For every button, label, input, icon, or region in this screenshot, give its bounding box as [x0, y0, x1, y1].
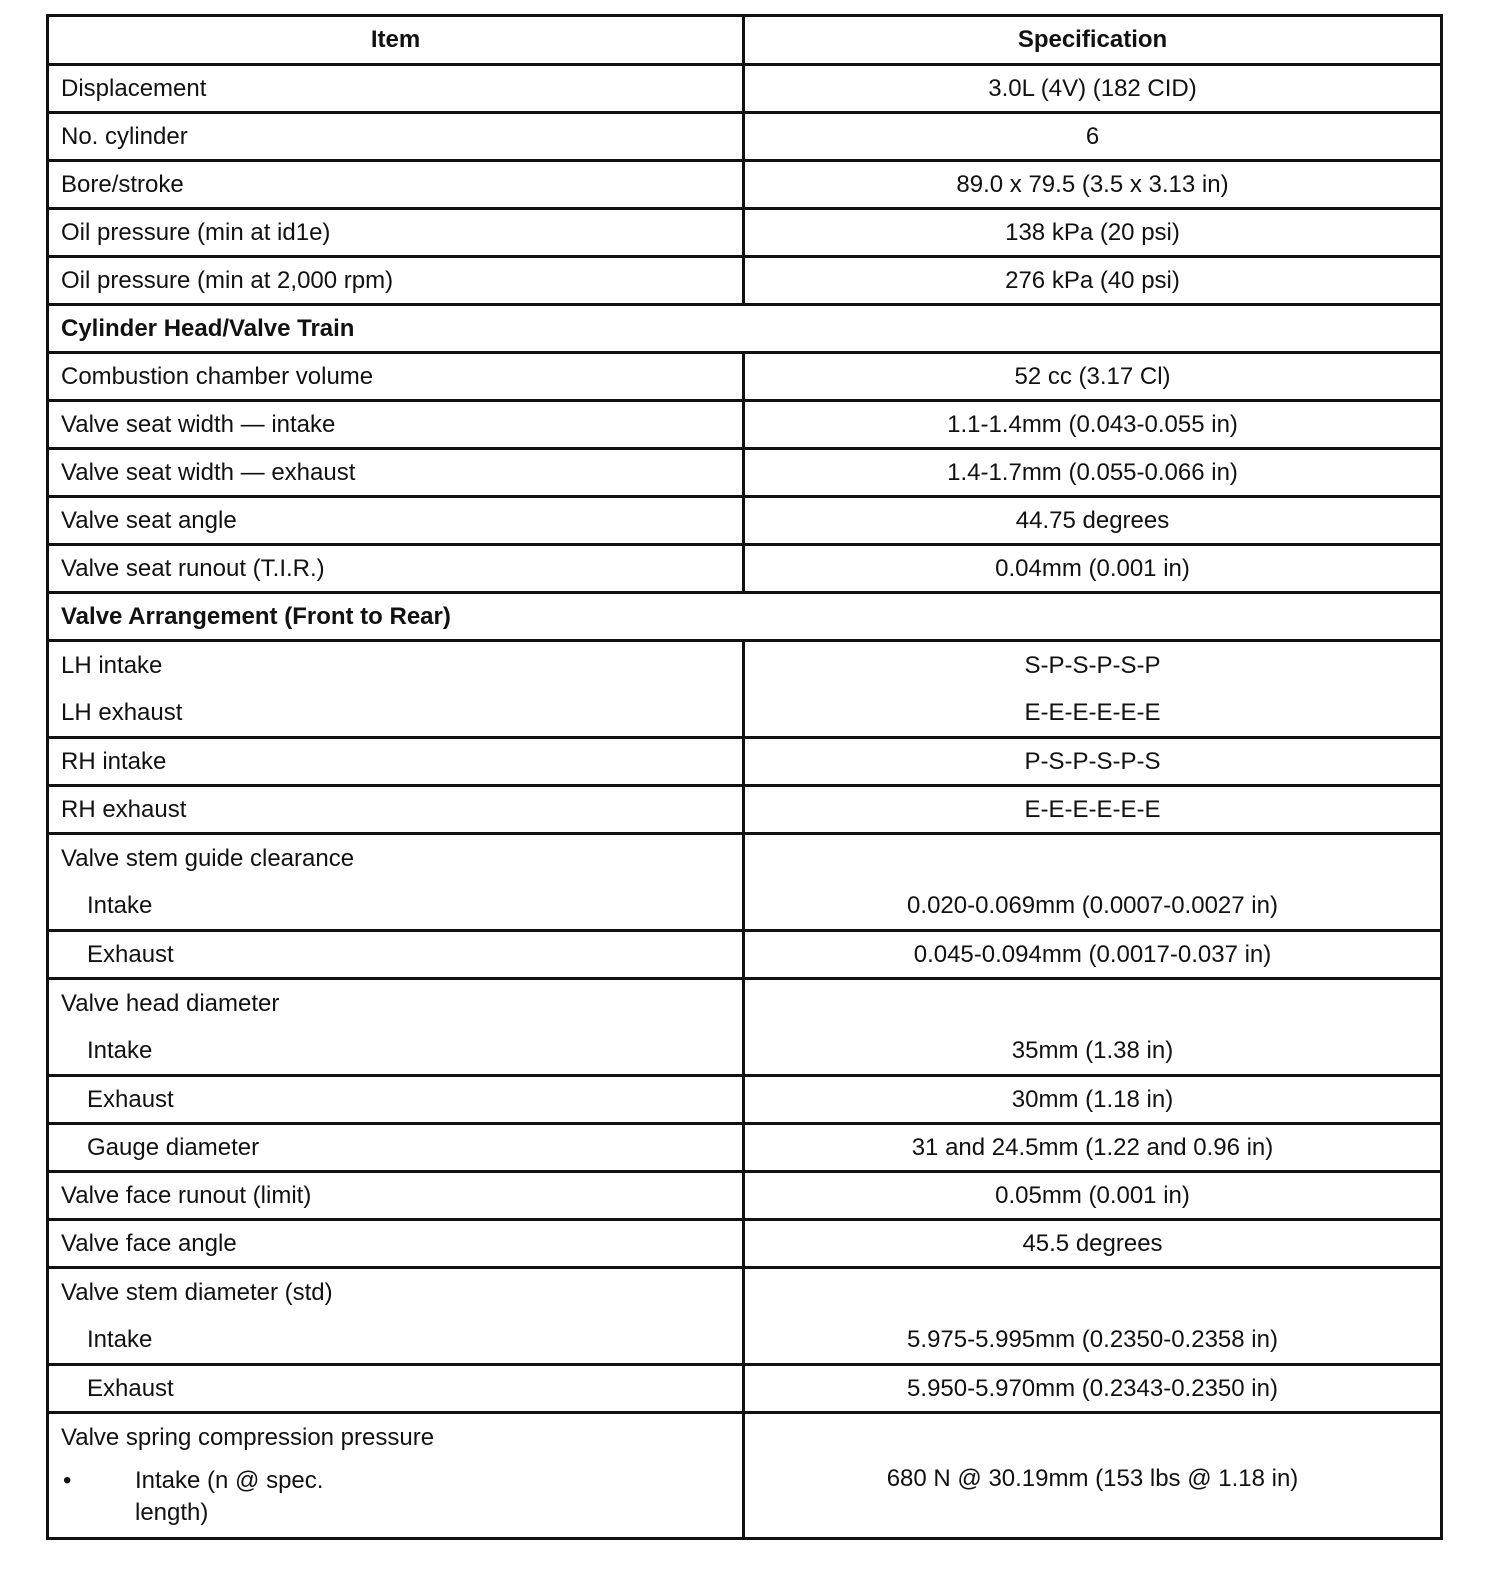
- spring-intake-line1: Intake (n @ spec.: [135, 1467, 324, 1494]
- spec-cell: 276 kPa (40 psi): [744, 257, 1442, 305]
- item-cell: Oil pressure (min at id1e): [48, 209, 744, 257]
- bullet-icon: •: [63, 1467, 72, 1494]
- table-row: [48, 738, 1442, 786]
- spec-cell: 6: [744, 113, 1442, 161]
- table-row: [48, 401, 1442, 449]
- spring-intake-line2: length): [135, 1499, 209, 1526]
- table-row: [48, 1124, 1442, 1172]
- item-cell: RH intake: [48, 738, 744, 786]
- table-row: [48, 931, 1442, 979]
- spec-cell: E-E-E-E-E-E: [744, 786, 1442, 834]
- spec-cell: 31 and 24.5mm (1.22 and 0.96 in): [744, 1124, 1442, 1172]
- item-cell: Valve seat angle: [48, 497, 744, 545]
- spec-cell: 44.75 degrees: [744, 497, 1442, 545]
- table-row-stem-diameter: [48, 1268, 1442, 1365]
- head-gauge-label: Gauge diameter: [87, 1133, 260, 1161]
- spec-cell: [744, 1413, 1442, 1539]
- section-title: Cylinder Head/Valve Train: [48, 305, 1442, 353]
- guide-title: Valve stem guide clearance: [61, 845, 355, 872]
- spec-header: Specification: [744, 16, 1442, 65]
- stem-title: Valve stem diameter (std): [61, 1279, 333, 1306]
- table-row: [48, 1220, 1442, 1268]
- spring-intake-item: [61, 1461, 730, 1537]
- spec-table: [46, 14, 1443, 1540]
- item-cell: RH exhaust: [48, 786, 744, 834]
- item-cell: Combustion chamber volume: [48, 353, 744, 401]
- guide-intake-label: Intake: [87, 892, 153, 919]
- item-cell: Valve face runout (limit): [48, 1172, 744, 1220]
- item-cell: Oil pressure (min at 2,000 rpm): [48, 257, 744, 305]
- spec-cell: 3.0L (4V) (182 CID): [744, 65, 1442, 113]
- spec-cell: [744, 979, 1442, 1076]
- table-row: [48, 353, 1442, 401]
- table-row: [48, 786, 1442, 834]
- lh-exhaust-spec: E-E-E-E-E-E: [1024, 699, 1161, 726]
- table-row-lh: [48, 641, 1442, 738]
- table-row: [48, 449, 1442, 497]
- item-header: Item: [48, 16, 744, 65]
- lh-intake-spec: S-P-S-P-S-P: [1024, 652, 1161, 679]
- item-cell: [48, 1124, 744, 1172]
- guide-exhaust-label: Exhaust: [87, 940, 174, 968]
- table-row: [48, 65, 1442, 113]
- spec-cell: 1.4-1.7mm (0.055-0.066 in): [744, 449, 1442, 497]
- item-cell: [48, 979, 744, 1076]
- table-row: [48, 257, 1442, 305]
- item-cell: [48, 834, 744, 931]
- section-header-valve-arrangement: [48, 593, 1442, 641]
- head-intake-spec: 35mm (1.38 in): [1011, 1037, 1174, 1064]
- table-row: [48, 545, 1442, 593]
- section-header-cylinder-head: [48, 305, 1442, 353]
- table-row: [48, 497, 1442, 545]
- stem-intake-spec: 5.975-5.995mm (0.2350-0.2358 in): [907, 1326, 1278, 1353]
- spec-cell: 138 kPa (20 psi): [744, 209, 1442, 257]
- table-row: [48, 209, 1442, 257]
- item-cell: [48, 1076, 744, 1124]
- item-cell: Displacement: [48, 65, 744, 113]
- guide-intake-spec: 0.020-0.069mm (0.0007-0.0027 in): [907, 892, 1278, 919]
- item-cell: [48, 1413, 744, 1539]
- item-cell: Valve seat width — intake: [48, 401, 744, 449]
- spec-cell: [744, 641, 1442, 738]
- table-row-spring-pressure: [48, 1413, 1442, 1539]
- item-cell: No. cylinder: [48, 113, 744, 161]
- lh-intake-label: LH intake: [61, 652, 163, 679]
- item-cell: Valve seat width — exhaust: [48, 449, 744, 497]
- blank-line: [757, 1414, 1428, 1461]
- spring-title: Valve spring compression pressure: [61, 1424, 435, 1451]
- spec-cell: 30mm (1.18 in): [744, 1076, 1442, 1124]
- table-row: [48, 1365, 1442, 1413]
- spec-cell: 0.04mm (0.001 in): [744, 545, 1442, 593]
- table-row-head-diameter: [48, 979, 1442, 1076]
- head-exhaust-label: Exhaust: [87, 1085, 174, 1113]
- spec-cell: 52 cc (3.17 Cl): [744, 353, 1442, 401]
- spec-cell: [744, 1268, 1442, 1365]
- item-cell: Valve face angle: [48, 1220, 744, 1268]
- spec-cell: 0.05mm (0.001 in): [744, 1172, 1442, 1220]
- spec-cell: 1.1-1.4mm (0.043-0.055 in): [744, 401, 1442, 449]
- head-intake-label: Intake: [87, 1037, 153, 1064]
- spec-cell: 45.5 degrees: [744, 1220, 1442, 1268]
- item-cell: Valve seat runout (T.I.R.): [48, 545, 744, 593]
- spec-cell: 89.0 x 79.5 (3.5 x 3.13 in): [744, 161, 1442, 209]
- lh-exhaust-label: LH exhaust: [61, 699, 183, 726]
- head-title: Valve head diameter: [61, 990, 280, 1017]
- table-row-guide-clearance: [48, 834, 1442, 931]
- table-row: [48, 113, 1442, 161]
- stem-exhaust-label: Exhaust: [87, 1374, 174, 1402]
- spec-cell: P-S-P-S-P-S: [744, 738, 1442, 786]
- table-row: [48, 1172, 1442, 1220]
- blank-line: [757, 1497, 1428, 1537]
- stem-intake-label: Intake: [87, 1326, 153, 1353]
- table-row: [48, 161, 1442, 209]
- blank-line: [757, 1269, 1428, 1316]
- spec-cell: 5.950-5.970mm (0.2343-0.2350 in): [744, 1365, 1442, 1413]
- item-cell: Bore/stroke: [48, 161, 744, 209]
- item-cell: [48, 1268, 744, 1365]
- item-cell: [48, 641, 744, 738]
- blank-line: [757, 980, 1428, 1027]
- table-row: [48, 1076, 1442, 1124]
- spring-intake-spec: 680 N @ 30.19mm (153 lbs @ 1.18 in): [886, 1465, 1299, 1492]
- header-row: [48, 16, 1442, 65]
- blank-line: [757, 835, 1428, 882]
- spec-cell: 0.045-0.094mm (0.0017-0.037 in): [744, 931, 1442, 979]
- spec-cell: [744, 834, 1442, 931]
- spring-intake-label: [135, 1465, 323, 1529]
- item-cell: [48, 931, 744, 979]
- section-title: Valve Arrangement (Front to Rear): [48, 593, 1442, 641]
- item-cell: [48, 1365, 744, 1413]
